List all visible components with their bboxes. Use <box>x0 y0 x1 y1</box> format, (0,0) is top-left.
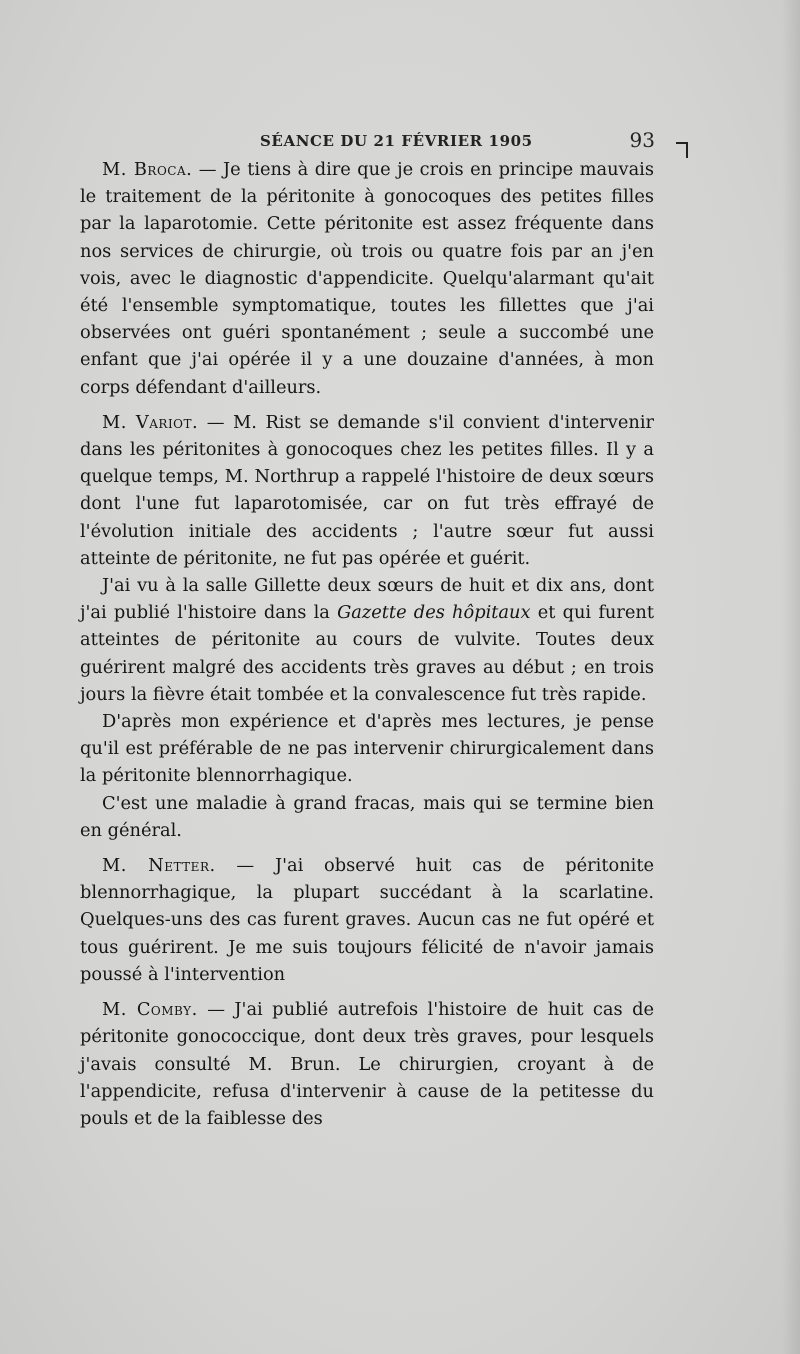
paragraph-text: — M. Rist se demande s'il convient d'intervenir dans les péritonites à gonocoques chez les petites filles. Il y a quelque temps, M. Northrup a rappelé l'histoire de deux sœurs dont l'une fut laparotomisée, car on fut très effrayé de l'évolution initiale des accidents ; l'autre sœur fut aussi atteinte de péritonite, ne fut pas opérée et guérit. <box>80 411 654 569</box>
speaker-name: M. Variot. <box>102 411 199 433</box>
page-number: 93 <box>629 128 655 152</box>
speaker-name: M. Broca. <box>102 159 193 180</box>
speaker-name: M. Netter. <box>102 855 216 877</box>
paragraph-experience <box>80 708 654 790</box>
paragraph-gillette <box>80 572 654 708</box>
paragraph-variot <box>80 409 654 572</box>
paragraph-comby <box>80 996 654 1132</box>
body-text <box>80 156 654 1132</box>
paragraph-text: — J'ai publié autrefois l'histoire de huit cas de péritonite gonococcique, dont deux très graves, pour lesquels j'avais consulté M. Brun. Le chirurgien, croyant à de l'appendicite, refusa d'intervenir à cause de la petitesse du pouls et de la faiblesse des <box>80 999 654 1129</box>
paragraph-broca <box>80 156 654 401</box>
paragraph-text: C'est une maladie à grand fracas, mais qui se termine bien en général. <box>80 792 654 841</box>
paragraph-fracas <box>80 790 654 844</box>
paragraph-text: — Je tiens à dire que je crois en principe mauvais le traitement de la péritonite à gonocoques des petites filles par la laparotomie. Cette péritonite est assez fréquente dans nos services de chirurgie, où trois ou quatre fois par an j'en vois, avec le diagnostic d'appendicite. Quelqu'alarmant qu'ait été l'ensemble symptomatique, toutes les fillettes que j'ai observées ont guéri spontanément ; seule a succombé une enfant que j'ai opérée il y a une douzaine d'années, à mon corps défendant d'ailleurs. <box>80 159 654 398</box>
paragraph-text: D'après mon expérience et d'après mes lectures, je pense qu'il est préférable de ne pas intervenir chirurgicalement dans la péritonite blennorrhagique. <box>80 711 654 787</box>
paragraph-text: J'ai vu à la salle Gillette deux sœurs de huit et dix ans, dont j'ai publié l'histoire dans la <box>80 575 654 624</box>
corner-bracket-mark <box>676 142 688 158</box>
running-title: SÉANCE DU 21 FÉVRIER 1905 <box>260 132 533 150</box>
page-header <box>110 128 655 156</box>
paragraph-text: et qui furent atteintes de péritonite au cours de vulvite. Toutes deux guérirent malgré des accidents très graves au début ; en trois jours la fièvre était tombée et la convalescence fut très rapide. <box>80 602 654 705</box>
journal-title: Gazette des hôpitaux <box>337 602 531 624</box>
page-edge-shadow <box>782 0 800 1354</box>
paragraph-netter <box>80 852 654 988</box>
speaker-name: M. Comby. <box>102 999 198 1021</box>
paragraph-text: — J'ai observé huit cas de péritonite blennorrhagique, la plupart succédant à la scarlatine. Quelques-uns des cas furent graves. Aucun cas ne fut opéré et tous guérirent. Je me suis toujours félicité de n'avoir jamais poussé à l'intervention <box>80 855 655 985</box>
